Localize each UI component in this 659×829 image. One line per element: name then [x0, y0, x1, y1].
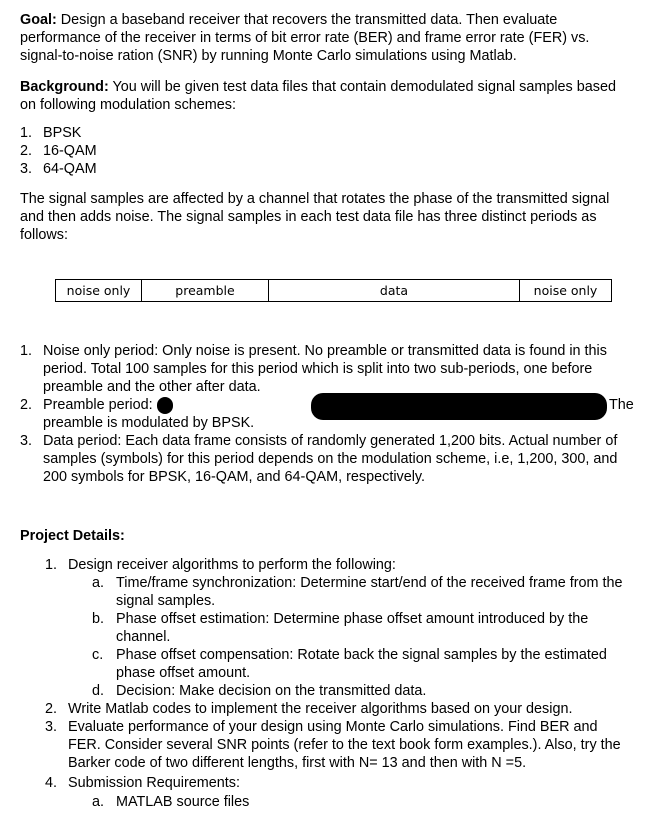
list-text: Submission Requirements:: [68, 775, 240, 791]
list-item: [45, 718, 645, 771]
list-number: 3.: [45, 719, 58, 735]
subitem-line: signal samples.: [116, 593, 216, 609]
subitem-line: phase offset amount.: [116, 665, 251, 681]
frame-segment-data: data: [269, 280, 520, 301]
list-text: Design receiver algorithms to perform the following:: [68, 557, 396, 573]
redaction-mark: [311, 393, 607, 420]
list-number: d.: [92, 683, 105, 699]
list-item: [92, 574, 637, 609]
period-line: samples (symbols) for this period depends on the modulation scheme, i.e, 1,200, 300, and: [43, 451, 618, 467]
frame-segment-preamble: preamble: [142, 280, 269, 301]
list-number: a.: [92, 575, 105, 591]
list-number: a.: [92, 794, 105, 810]
list-text: 16-QAM: [43, 143, 97, 159]
period-line: Data period: Each data frame consists of randomly generated 1,200 bits. Actual number of: [43, 433, 618, 449]
subitem-line: Phase offset compensation: Rotate back the signal samples by the estimated: [116, 647, 607, 663]
background-line: You will be given test data files that contain demodulated signal samples based: [108, 79, 616, 95]
period-line: Noise only period: Only noise is present. No preamble or transmitted data is found in this: [43, 343, 607, 359]
goal-line: Design a baseband receiver that recovers the transmitted data. Then evaluate: [56, 12, 558, 28]
goal-paragraph: [20, 11, 638, 65]
list-item: [20, 432, 640, 485]
subitem-line: Decision: Make decision on the transmitted data.: [116, 683, 427, 699]
signal-paragraph: [20, 190, 638, 244]
frame-segment-noise-only: noise only: [56, 280, 142, 301]
goal-line: signal-to-noise ration (SNR) by running Monte Carlo simulations using Matlab.: [20, 48, 517, 64]
frame-diagram: [55, 279, 612, 302]
period-tail: The: [609, 397, 634, 413]
redaction-mark: [157, 397, 173, 414]
project-heading: Project Details:: [20, 528, 125, 544]
list-item: [20, 160, 97, 178]
list-number: c.: [92, 647, 104, 663]
list-item: [92, 610, 637, 645]
background-paragraph: [20, 78, 638, 114]
list-text: 64-QAM: [43, 161, 97, 177]
subitem-line: channel.: [116, 629, 171, 645]
list-item: [20, 124, 82, 142]
frame-segment-noise-only: noise only: [533, 283, 598, 298]
item-line: Barker code of two different lengths, first with N= 13 and then with N =5.: [68, 755, 527, 771]
list-text: MATLAB source files: [116, 794, 250, 810]
list-number: 2.: [20, 143, 33, 159]
item-line: FER. Consider several SNR points (refer to the text book form examples.). Also, try the: [68, 737, 621, 753]
list-item: [20, 342, 640, 395]
background-label: Background:: [20, 79, 109, 95]
list-item: [45, 700, 645, 718]
period-line: preamble and the other after data.: [43, 379, 261, 395]
signal-line: The signal samples are affected by a channel that rotates the phase of the transmitted signal: [20, 191, 610, 207]
list-item: [45, 556, 645, 574]
list-number: 1.: [20, 343, 33, 359]
list-number: 1.: [45, 557, 58, 573]
list-text: BPSK: [43, 125, 82, 141]
list-number: 2.: [45, 701, 58, 717]
list-number: 3.: [20, 161, 33, 177]
subitem-line: Phase offset estimation: Determine phase offset amount introduced by the: [116, 611, 589, 627]
list-number: 2.: [20, 397, 33, 413]
period-line: 200 symbols for BPSK, 16-QAM, and 64-QAM, respectively.: [43, 469, 426, 485]
list-number: 3.: [20, 433, 33, 449]
list-item: [20, 142, 97, 160]
signal-line: and then adds noise. The signal samples in each test data file has three distinct periods as: [20, 209, 597, 225]
subitem-line: Time/frame synchronization: Determine start/end of the received frame from the: [116, 575, 623, 591]
signal-line: follows:: [20, 227, 68, 243]
goal-line: performance of the receiver in terms of bit error rate (BER) and frame error rate (FER) vs.: [20, 30, 590, 46]
list-item: [92, 646, 637, 681]
list-number: 4.: [45, 775, 58, 791]
list-item: [92, 793, 637, 811]
list-number: b.: [92, 611, 105, 627]
list-item: [92, 682, 637, 700]
background-line: on following modulation schemes:: [20, 97, 236, 113]
list-text: Write Matlab codes to implement the receiver algorithms based on your design.: [68, 701, 573, 717]
item-line: Evaluate performance of your design using Monte Carlo simulations. Find BER and: [68, 719, 598, 735]
list-item: [45, 774, 645, 792]
list-number: 1.: [20, 125, 33, 141]
goal-label: Goal:: [20, 12, 57, 28]
period-line: preamble is modulated by BPSK.: [43, 415, 255, 431]
period-lead: Preamble period:: [43, 397, 153, 413]
period-line: period. Total 100 samples for this period which is split into two sub-periods, one before: [43, 361, 593, 377]
